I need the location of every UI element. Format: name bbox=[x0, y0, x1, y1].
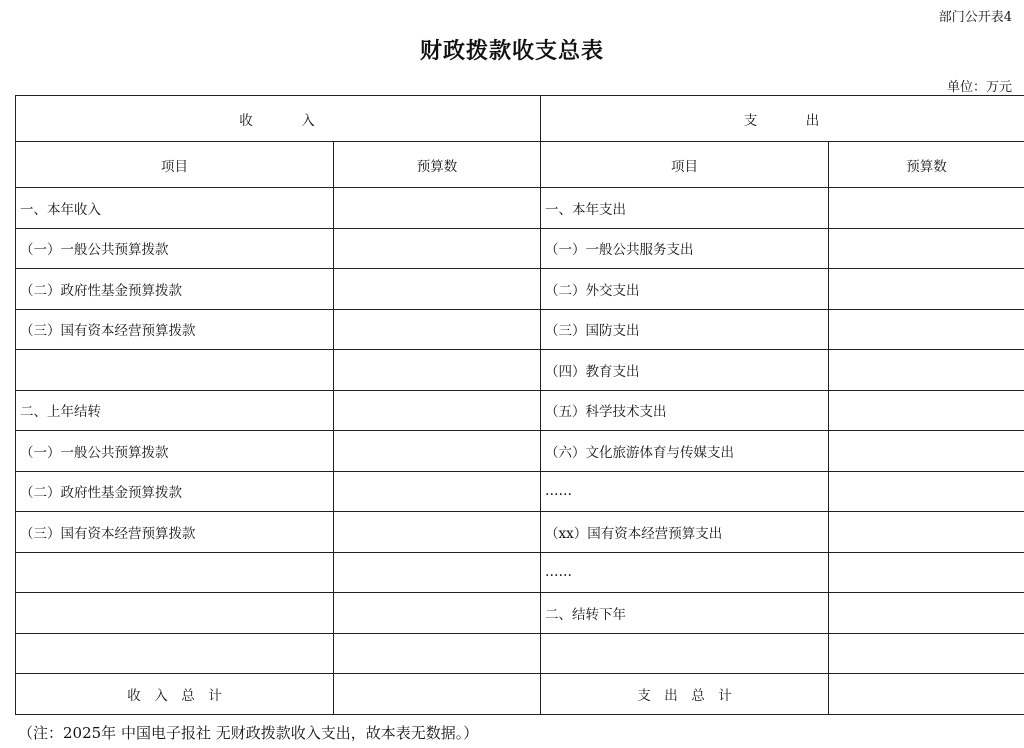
expense-item-cell: （四）教育支出 bbox=[541, 350, 829, 391]
income-value-cell bbox=[334, 309, 541, 350]
expense-item-cell: …… bbox=[541, 552, 829, 593]
income-value-cell bbox=[334, 552, 541, 593]
page-title: 财政拨款收支总表 bbox=[419, 39, 604, 64]
income-item-cell: （三）国有资本经营预算拨款 bbox=[16, 512, 334, 553]
income-value-cell bbox=[334, 431, 541, 472]
expense-value-cell bbox=[829, 188, 1024, 229]
table-row bbox=[16, 633, 1024, 674]
table-row bbox=[16, 593, 1024, 634]
expense-item-cell: （xx）国有资本经营预算支出 bbox=[541, 512, 829, 553]
expense-item-cell: （二）外交支出 bbox=[541, 269, 829, 310]
total-expense-value bbox=[829, 674, 1024, 715]
total-income-label: 收 入 总 计 bbox=[16, 674, 334, 715]
expense-item-cell: （一）一般公共服务支出 bbox=[541, 228, 829, 269]
table-row bbox=[16, 431, 1024, 472]
income-value-cell bbox=[334, 593, 541, 634]
expense-value-cell bbox=[829, 471, 1024, 512]
table-row bbox=[16, 309, 1024, 350]
income-value-cell bbox=[334, 188, 541, 229]
income-value-cell bbox=[334, 269, 541, 310]
section-header-row bbox=[16, 96, 1024, 142]
income-item-cell: （三）国有资本经营预算拨款 bbox=[16, 309, 334, 350]
expense-value-cell bbox=[829, 512, 1024, 553]
total-income-value bbox=[334, 674, 541, 715]
expense-value-cell bbox=[829, 552, 1024, 593]
income-value-cell bbox=[334, 228, 541, 269]
income-item-cell: （一）一般公共预算拨款 bbox=[16, 431, 334, 472]
income-item-cell bbox=[16, 552, 334, 593]
total-row bbox=[16, 674, 1024, 715]
expense-item-cell: …… bbox=[541, 471, 829, 512]
column-header-row bbox=[16, 142, 1024, 188]
table-row bbox=[16, 390, 1024, 431]
income-item-cell: 一、本年收入 bbox=[16, 188, 334, 229]
expense-value-cell bbox=[829, 269, 1024, 310]
expense-value-cell bbox=[829, 309, 1024, 350]
budget-table bbox=[15, 95, 1024, 715]
table-row bbox=[16, 269, 1024, 310]
expense-item-cell: 一、本年支出 bbox=[541, 188, 829, 229]
expense-section-header: 支 出 bbox=[541, 96, 1024, 142]
total-expense-label: 支 出 总 计 bbox=[541, 674, 829, 715]
expense-item-cell: （三）国防支出 bbox=[541, 309, 829, 350]
expense-item-cell: 二、结转下年 bbox=[541, 593, 829, 634]
table-row bbox=[16, 350, 1024, 391]
expense-value-cell bbox=[829, 390, 1024, 431]
table-row bbox=[16, 512, 1024, 553]
expense-value-cell bbox=[829, 350, 1024, 391]
income-item-cell bbox=[16, 350, 334, 391]
income-item-header: 项目 bbox=[16, 142, 334, 188]
table-row bbox=[16, 188, 1024, 229]
income-value-cell bbox=[334, 471, 541, 512]
expense-value-cell bbox=[829, 633, 1024, 674]
income-value-cell bbox=[334, 633, 541, 674]
income-value-cell bbox=[334, 512, 541, 553]
expense-item-cell: （五）科学技术支出 bbox=[541, 390, 829, 431]
expense-item-cell bbox=[541, 633, 829, 674]
table-row bbox=[16, 228, 1024, 269]
income-item-cell: 二、上年结转 bbox=[16, 390, 334, 431]
expense-item-cell: （六）文化旅游体育与传媒支出 bbox=[541, 431, 829, 472]
income-value-cell bbox=[334, 350, 541, 391]
income-value-cell bbox=[334, 390, 541, 431]
expense-value-cell bbox=[829, 593, 1024, 634]
expense-value-cell bbox=[829, 228, 1024, 269]
income-item-cell: （二）政府性基金预算拨款 bbox=[16, 269, 334, 310]
footnote: （注：2025年 中国电子报社 无财政拨款收入支出，故本表无数据。） bbox=[18, 724, 479, 742]
expense-budget-header: 预算数 bbox=[829, 142, 1024, 188]
table-row bbox=[16, 552, 1024, 593]
table-row bbox=[16, 471, 1024, 512]
income-item-cell bbox=[16, 593, 334, 634]
expense-item-header: 项目 bbox=[541, 142, 829, 188]
income-section-header: 收 入 bbox=[16, 96, 541, 142]
income-item-cell: （二）政府性基金预算拨款 bbox=[16, 471, 334, 512]
income-item-cell bbox=[16, 633, 334, 674]
table-number-label: 部门公开表4 bbox=[938, 10, 1012, 25]
unit-label: 单位：万元 bbox=[946, 80, 1012, 95]
income-item-cell: （一）一般公共预算拨款 bbox=[16, 228, 334, 269]
income-budget-header: 预算数 bbox=[334, 142, 541, 188]
expense-value-cell bbox=[829, 431, 1024, 472]
